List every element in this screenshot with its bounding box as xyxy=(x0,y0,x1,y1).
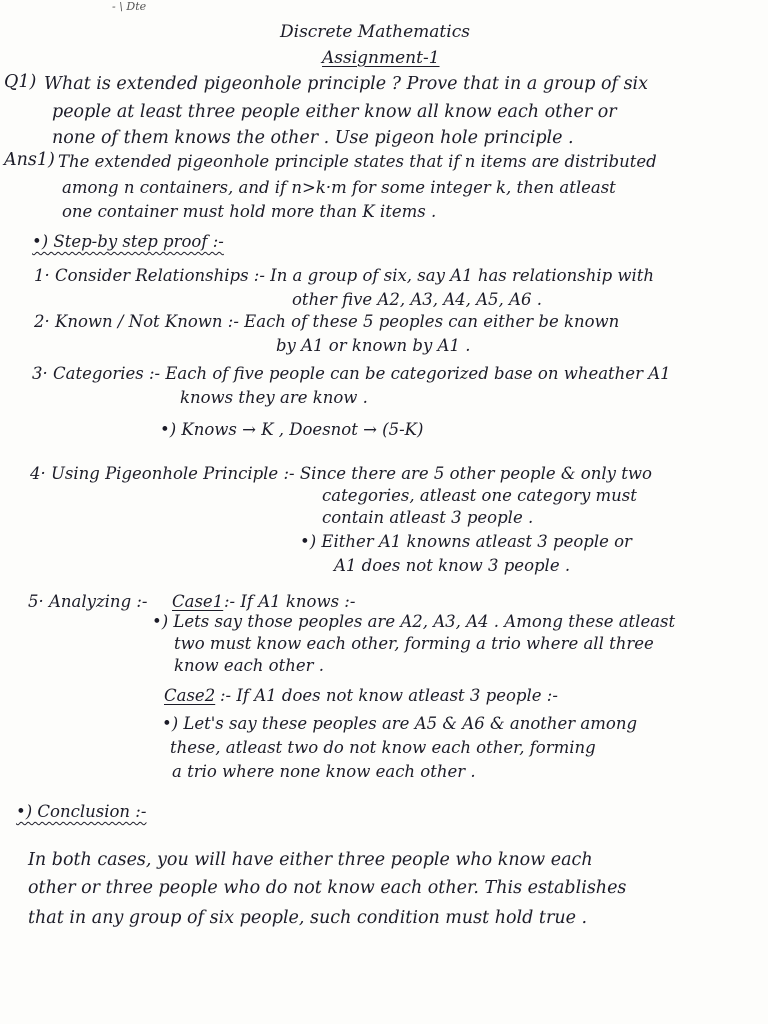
conclusion-heading: •) Conclusion :- xyxy=(16,802,147,821)
page-title: Discrete Mathematics xyxy=(280,22,470,42)
question-line: What is extended pigeonhole principle ? Prove that in a group of six xyxy=(44,74,649,94)
case-2-line: these, atleast two do not know each other, forming xyxy=(170,738,596,757)
page-subtitle: Assignment-1 xyxy=(322,48,440,68)
step-1-line: 1· Consider Relationships :- In a group of six, say A1 has relationship with xyxy=(34,266,655,285)
answer-line: The extended pigeonhole principle states that if n items are distributed xyxy=(58,152,657,171)
step-4-line: 4· Using Pigeonhole Principle :- Since there are 5 other people & only two xyxy=(30,464,652,483)
step-2-line: by A1 or known by A1 . xyxy=(276,336,471,355)
step-4-line: categories, atleast one category must xyxy=(322,486,637,505)
case-1-line: know each other . xyxy=(174,656,324,675)
conclusion-line: other or three people who do not know each other. This establishes xyxy=(28,878,627,898)
case-1-title: :- If A1 knows :- xyxy=(224,592,356,611)
step-3-line: knows they are know . xyxy=(180,388,368,407)
case-1-line: two must know each other, forming a trio where all three xyxy=(174,634,654,653)
answer-label: Ans1) xyxy=(4,150,55,170)
corner-mark: - \ Dte xyxy=(112,0,147,13)
question-label: Q1) xyxy=(4,72,37,92)
case-1-line: •) Lets say those peoples are A2, A3, A4 . Among these atleast xyxy=(152,612,676,631)
step-5-label: 5· Analyzing :- xyxy=(28,592,148,611)
step-4-line: A1 does not know 3 people . xyxy=(334,556,571,575)
conclusion-line: In both cases, you will have either three people who know each xyxy=(28,850,593,870)
proof-heading: •) Step-by step proof :- xyxy=(32,232,224,251)
case-2-title: :- If A1 does not know atleast 3 people :- xyxy=(220,686,558,705)
case-1-label: Case1 xyxy=(172,592,224,611)
step-3-line: 3· Categories :- Each of five people can be categorized base on wheather A1 xyxy=(32,364,671,383)
case-2-line: •) Let's say these peoples are A5 & A6 & another among xyxy=(162,714,638,733)
question-line: people at least three people either know all know each other or xyxy=(52,102,617,122)
question-line: none of them knows the other . Use pigeon hole principle . xyxy=(52,128,574,148)
step-4-line: •) Either A1 knowns atleast 3 people or xyxy=(300,532,632,551)
step-2-line: 2· Known / Not Known :- Each of these 5 peoples can either be known xyxy=(34,312,620,331)
answer-line: among n containers, and if n>k·m for some integer k, then atleast xyxy=(62,178,616,197)
step-3-line: •) Knows → K , Doesnot → (5-K) xyxy=(160,420,424,439)
case-2-label: Case2 xyxy=(164,686,216,705)
answer-line: one container must hold more than K items . xyxy=(62,202,437,221)
step-4-line: contain atleast 3 people . xyxy=(322,508,534,527)
step-1-line: other five A2, A3, A4, A5, A6 . xyxy=(292,290,542,309)
conclusion-line: that in any group of six people, such condition must hold true . xyxy=(28,908,588,928)
case-2-line: a trio where none know each other . xyxy=(172,762,476,781)
